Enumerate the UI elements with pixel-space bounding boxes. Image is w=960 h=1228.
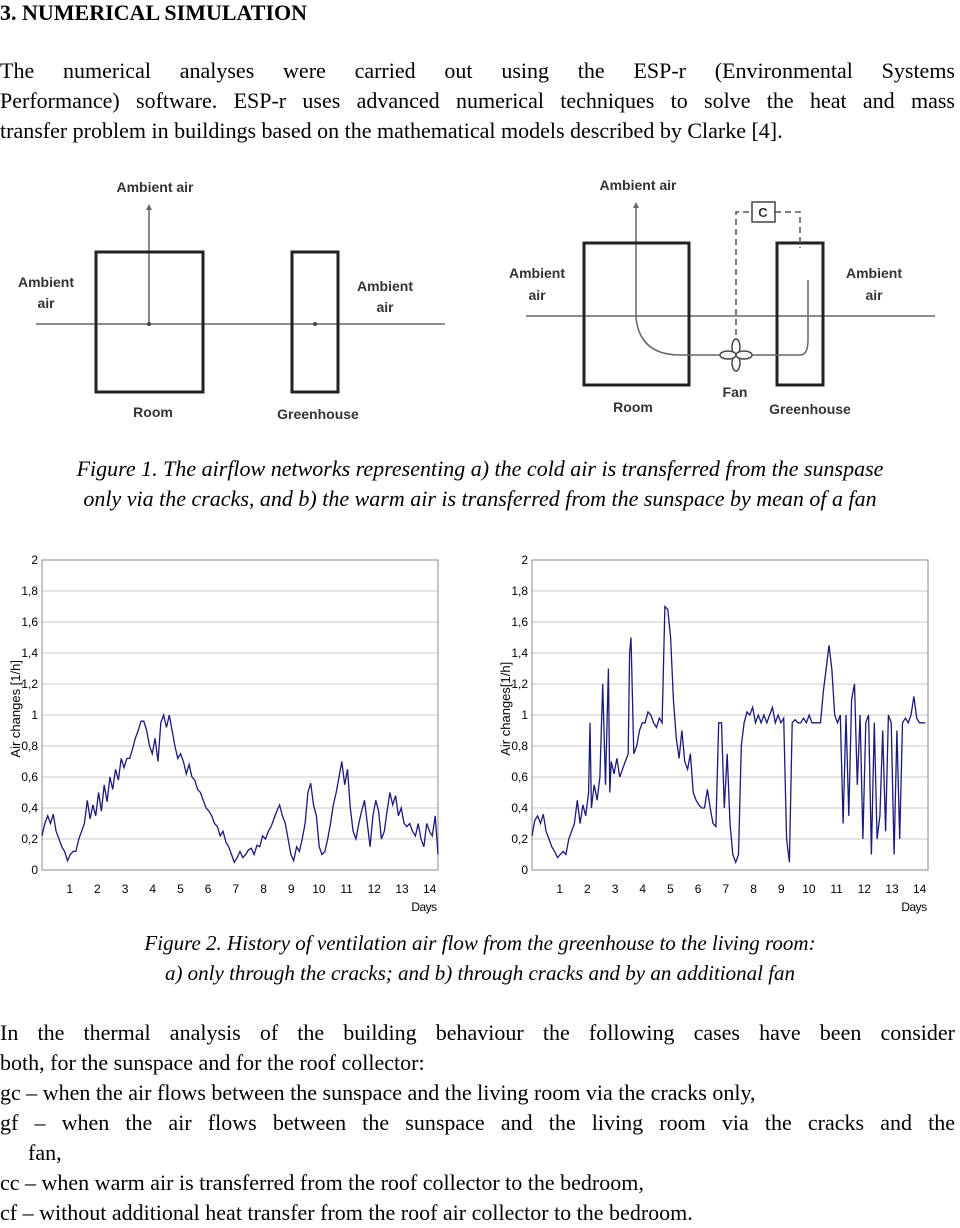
x-tick-label: 9 [777, 882, 785, 896]
x-tick-label: 3 [611, 882, 619, 896]
y-tick-label: 1,8 [21, 584, 38, 598]
x-tick-label: 10 [312, 882, 326, 896]
body-line: fan, [28, 1140, 62, 1165]
diagram-b-room-label: Room [613, 399, 653, 415]
x-tick-label: 4 [149, 882, 157, 896]
body-line: cf – without additional heat transfer from the roof air collector to the bedroom. [0, 1200, 693, 1225]
x-axis-label: Days [901, 900, 927, 914]
diagram-a-ambient-left-2: air [37, 295, 55, 311]
figure1-caption-line1: Figure 1. The airflow networks representing a) the cold air is transferred from the sunspase [76, 456, 884, 481]
figure1-diagrams [0, 160, 960, 460]
intro-line: Performance) software. ESP-r uses advanced numerical techniques to solve the heat and mass [0, 88, 955, 113]
intro-paragraph [0, 56, 955, 146]
y-tick-label: 1,2 [511, 677, 528, 691]
diagram-a-ambient-top: Ambient air [116, 179, 194, 195]
diagram-b-ambient-left: Ambient [509, 265, 565, 281]
body-line: gf – when the air flows between the sunspace and the living room via the cracks and the [0, 1110, 955, 1135]
x-tick-label: 7 [232, 882, 240, 896]
diagram-b-ambient-left-2: air [528, 287, 546, 303]
series-line [532, 607, 925, 863]
section-heading: 3. NUMERICAL SIMULATION [0, 0, 308, 25]
x-tick-label: 14 [913, 882, 927, 896]
x-tick-label: 8 [260, 882, 267, 896]
body-line: both, for the sunspace and for the roof collector: [0, 1050, 425, 1075]
body-text [0, 1018, 955, 1228]
diagram-a-ambient-right-2: air [376, 299, 394, 315]
diagram-a [18, 179, 445, 422]
series-line [42, 715, 438, 862]
body-line: In the thermal analysis of the building behaviour the following cases have been consider [0, 1020, 955, 1045]
x-tick-label: 4 [639, 882, 647, 896]
intro-line: transfer problem in buildings based on the mathematical models described by Clarke [4]. [0, 118, 783, 143]
figure1-caption [0, 454, 960, 514]
y-tick-label: 1,8 [511, 584, 528, 598]
y-tick-label: 1 [31, 708, 38, 722]
x-tick-label: 5 [667, 882, 674, 896]
x-tick-label: 2 [584, 882, 591, 896]
x-tick-label: 6 [694, 882, 702, 896]
x-tick-label: 3 [121, 882, 129, 896]
y-axis-label: Air changes[1/h] [498, 661, 513, 756]
y-tick-label: 0,2 [511, 832, 528, 846]
y-tick-label: 0,2 [21, 832, 38, 846]
x-tick-label: 6 [204, 882, 212, 896]
diagram-b-ambient-top: Ambient air [599, 177, 677, 193]
intro-line: The numerical analyses were carried out using the ESP-r (Environmental Systems [0, 58, 955, 83]
x-tick-label: 13 [885, 882, 899, 896]
x-tick-label: 8 [750, 882, 757, 896]
y-tick-label: 2 [31, 553, 38, 567]
diagram-b-greenhouse-box [777, 243, 823, 385]
x-tick-label: 13 [395, 882, 409, 896]
x-tick-label: 12 [857, 882, 871, 896]
fan-label: Fan [722, 384, 748, 400]
y-tick-label: 0,4 [21, 801, 38, 815]
y-tick-label: 1,4 [511, 646, 528, 660]
diagram-a-ambient-left: Ambient [18, 274, 74, 290]
x-tick-label: 11 [830, 882, 843, 896]
x-tick-label: 2 [94, 882, 101, 896]
y-tick-label: 1 [521, 708, 528, 722]
chart-a [0, 548, 470, 920]
x-tick-label: 1 [556, 882, 564, 896]
x-tick-label: 11 [340, 882, 353, 896]
x-tick-label: 10 [802, 882, 816, 896]
y-tick-label: 1,6 [511, 615, 528, 629]
x-tick-label: 14 [423, 882, 437, 896]
y-tick-label: 0 [31, 863, 38, 877]
controller-label: C [758, 205, 768, 220]
diagram-a-greenhouse-label: Greenhouse [277, 406, 359, 422]
y-tick-label: 0 [521, 863, 528, 877]
y-tick-label: 0,6 [511, 770, 528, 784]
diagram-b-ambient-right-2: air [865, 287, 883, 303]
figure1-caption-line2: only via the cracks, and b) the warm air is transferred from the sunspace by mean of a fan [83, 486, 877, 511]
y-tick-label: 0,8 [21, 739, 38, 753]
fan-icon [720, 339, 752, 371]
figure2-caption [0, 928, 960, 988]
y-tick-label: 0,6 [21, 770, 38, 784]
x-tick-label: 1 [66, 882, 74, 896]
body-line: gc – when the air flows between the sunspace and the living room via the cracks only, [0, 1080, 756, 1105]
diagram-a-room-label: Room [133, 404, 173, 420]
x-axis-label: Days [411, 900, 437, 914]
y-tick-label: 0,8 [511, 739, 528, 753]
x-tick-label: 5 [177, 882, 184, 896]
y-tick-label: 1,2 [21, 677, 38, 691]
figure2-caption-line1: Figure 2. History of ventilation air flow from the greenhouse to the living room: [144, 931, 816, 955]
y-axis-label: Air changes [1/h] [8, 660, 23, 758]
diagram-a-ambient-right: Ambient [357, 278, 413, 294]
diagram-b [509, 177, 935, 417]
y-tick-label: 1,4 [21, 646, 38, 660]
diagram-b-greenhouse-label: Greenhouse [769, 401, 851, 417]
body-line: cc – when warm air is transferred from the roof collector to the bedroom, [0, 1170, 644, 1195]
y-tick-label: 2 [521, 553, 528, 567]
diagram-b-ambient-right: Ambient [846, 265, 902, 281]
y-tick-label: 0,4 [511, 801, 528, 815]
chart-b [490, 548, 960, 920]
x-tick-label: 7 [722, 882, 730, 896]
x-tick-label: 12 [367, 882, 381, 896]
x-tick-label: 9 [287, 882, 295, 896]
y-tick-label: 1,6 [21, 615, 38, 629]
figure2-caption-line2: a) only through the cracks; and b) through cracks and by an additional fan [164, 961, 796, 985]
